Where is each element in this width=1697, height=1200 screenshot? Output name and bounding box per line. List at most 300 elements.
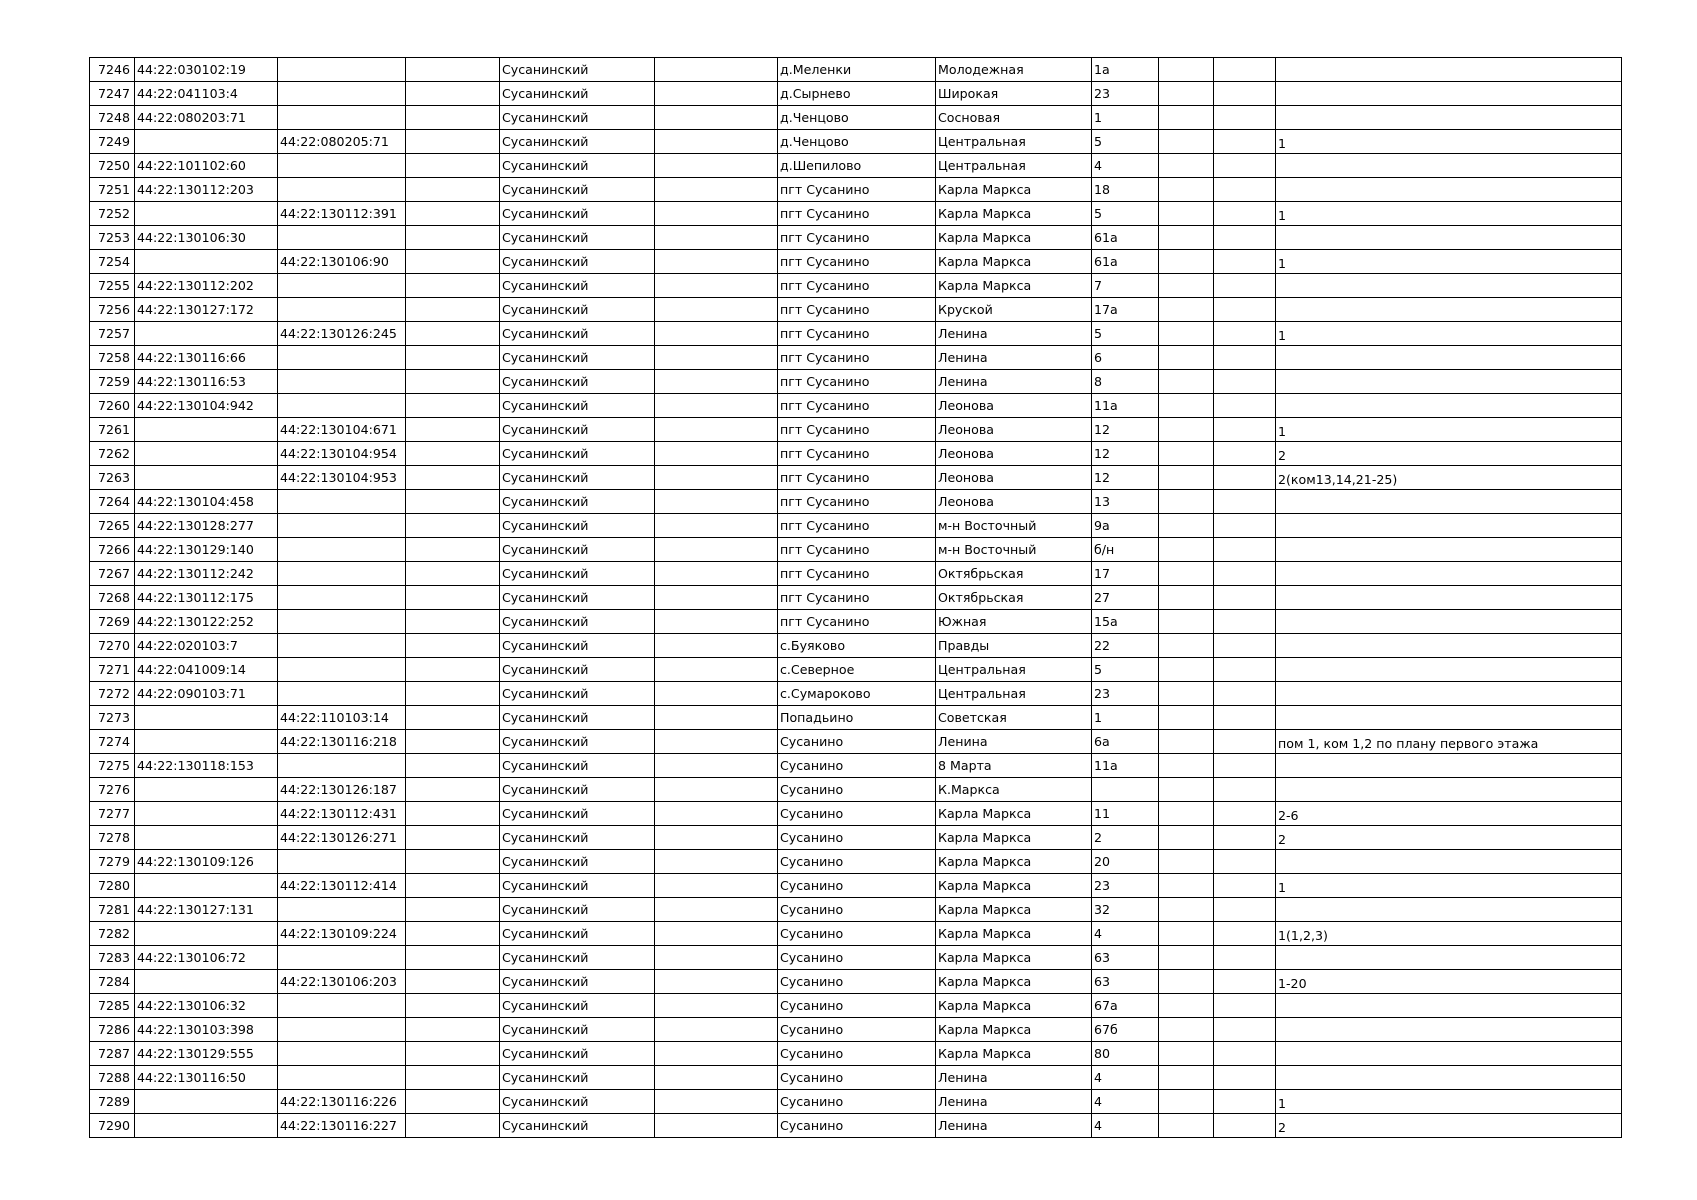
- district-cell: Сусанинский: [500, 946, 655, 970]
- house-number-cell: 32: [1092, 898, 1159, 922]
- table-row: [90, 82, 1622, 106]
- table-row: [90, 1066, 1622, 1090]
- settlement-cell: Сусанино: [778, 730, 936, 754]
- premises-note-cell: [1276, 682, 1622, 706]
- empty-cell: [1214, 754, 1276, 778]
- premises-note-cell: [1276, 778, 1622, 802]
- table-row: [90, 466, 1622, 490]
- table-row: [90, 178, 1622, 202]
- premises-cadastral-number-cell: [278, 1042, 406, 1066]
- premises-cadastral-number-cell: [278, 370, 406, 394]
- table-row: [90, 946, 1622, 970]
- district-cell: Сусанинский: [500, 682, 655, 706]
- empty-cell: [1159, 322, 1214, 346]
- empty-cell: [406, 658, 500, 682]
- table-row: [90, 682, 1622, 706]
- house-number-cell: 4: [1092, 922, 1159, 946]
- cadastral-number-cell: [135, 778, 278, 802]
- cadastral-number-cell: [135, 1090, 278, 1114]
- empty-cell: [406, 994, 500, 1018]
- empty-cell: [1159, 538, 1214, 562]
- settlement-cell: Сусанино: [778, 970, 936, 994]
- row-number-cell: 7250: [90, 154, 135, 178]
- empty-cell: [655, 802, 778, 826]
- cadastral-number-cell: 44:22:130106:72: [135, 946, 278, 970]
- empty-cell: [1159, 82, 1214, 106]
- empty-cell: [1214, 346, 1276, 370]
- table-row: [90, 490, 1622, 514]
- empty-cell: [406, 394, 500, 418]
- empty-cell: [1159, 394, 1214, 418]
- settlement-cell: Сусанино: [778, 802, 936, 826]
- settlement-cell: Сусанино: [778, 874, 936, 898]
- empty-cell: [655, 586, 778, 610]
- premises-cadastral-number-cell: 44:22:130112:431: [278, 802, 406, 826]
- table-row: [90, 1090, 1622, 1114]
- empty-cell: [655, 1090, 778, 1114]
- empty-cell: [406, 586, 500, 610]
- street-cell: Карла Маркса: [936, 274, 1092, 298]
- premises-note-cell: 1: [1276, 418, 1622, 442]
- premises-note-cell: [1276, 58, 1622, 82]
- premises-cadastral-number-cell: 44:22:130116:226: [278, 1090, 406, 1114]
- premises-note-cell: [1276, 610, 1622, 634]
- empty-cell: [655, 946, 778, 970]
- empty-cell: [406, 1042, 500, 1066]
- district-cell: Сусанинский: [500, 562, 655, 586]
- table-row: [90, 1042, 1622, 1066]
- premises-note-cell: 2: [1276, 442, 1622, 466]
- empty-cell: [1214, 130, 1276, 154]
- premises-note-cell: [1276, 394, 1622, 418]
- empty-cell: [1159, 730, 1214, 754]
- empty-cell: [1159, 370, 1214, 394]
- empty-cell: [406, 778, 500, 802]
- table-row: [90, 274, 1622, 298]
- cadastral-number-cell: [135, 706, 278, 730]
- empty-cell: [1214, 514, 1276, 538]
- table-row: [90, 514, 1622, 538]
- empty-cell: [655, 442, 778, 466]
- district-cell: Сусанинский: [500, 346, 655, 370]
- settlement-cell: пгт Сусанино: [778, 298, 936, 322]
- house-number-cell: 1: [1092, 106, 1159, 130]
- premises-cadastral-number-cell: 44:22:130109:224: [278, 922, 406, 946]
- house-number-cell: 17а: [1092, 298, 1159, 322]
- row-number-cell: 7289: [90, 1090, 135, 1114]
- cadastral-number-cell: [135, 826, 278, 850]
- district-cell: Сусанинский: [500, 850, 655, 874]
- empty-cell: [406, 826, 500, 850]
- row-number-cell: 7278: [90, 826, 135, 850]
- premises-note-cell: [1276, 106, 1622, 130]
- empty-cell: [1159, 682, 1214, 706]
- empty-cell: [655, 682, 778, 706]
- premises-note-cell: пом 1, ком 1,2 по плану первого этажа: [1276, 730, 1622, 754]
- empty-cell: [655, 994, 778, 1018]
- cadastral-number-cell: [135, 970, 278, 994]
- table-row: [90, 58, 1622, 82]
- empty-cell: [1214, 778, 1276, 802]
- settlement-cell: пгт Сусанино: [778, 226, 936, 250]
- premises-note-cell: [1276, 1042, 1622, 1066]
- premises-cadastral-number-cell: 44:22:110103:14: [278, 706, 406, 730]
- empty-cell: [1159, 922, 1214, 946]
- empty-cell: [406, 274, 500, 298]
- house-number-cell: 61а: [1092, 250, 1159, 274]
- house-number-cell: 23: [1092, 82, 1159, 106]
- district-cell: Сусанинский: [500, 250, 655, 274]
- empty-cell: [655, 850, 778, 874]
- premises-note-cell: 1: [1276, 1090, 1622, 1114]
- street-cell: Советская: [936, 706, 1092, 730]
- cadastral-number-cell: 44:22:130109:126: [135, 850, 278, 874]
- empty-cell: [406, 442, 500, 466]
- row-number-cell: 7275: [90, 754, 135, 778]
- premises-cadastral-number-cell: [278, 634, 406, 658]
- empty-cell: [1159, 274, 1214, 298]
- premises-note-cell: [1276, 226, 1622, 250]
- cadastral-number-cell: [135, 922, 278, 946]
- settlement-cell: Сусанино: [778, 850, 936, 874]
- street-cell: Октябрьская: [936, 586, 1092, 610]
- house-number-cell: 20: [1092, 850, 1159, 874]
- table-row: [90, 394, 1622, 418]
- row-number-cell: 7274: [90, 730, 135, 754]
- district-cell: Сусанинский: [500, 802, 655, 826]
- premises-note-cell: [1276, 538, 1622, 562]
- row-number-cell: 7263: [90, 466, 135, 490]
- empty-cell: [406, 970, 500, 994]
- empty-cell: [1159, 778, 1214, 802]
- row-number-cell: 7251: [90, 178, 135, 202]
- table-row: [90, 634, 1622, 658]
- district-cell: Сусанинский: [500, 370, 655, 394]
- empty-cell: [1214, 562, 1276, 586]
- empty-cell: [1159, 1042, 1214, 1066]
- cadastral-number-cell: 44:22:130116:53: [135, 370, 278, 394]
- street-cell: Ленина: [936, 370, 1092, 394]
- premises-cadastral-number-cell: [278, 298, 406, 322]
- street-cell: Центральная: [936, 682, 1092, 706]
- settlement-cell: пгт Сусанино: [778, 562, 936, 586]
- district-cell: Сусанинский: [500, 970, 655, 994]
- row-number-cell: 7264: [90, 490, 135, 514]
- premises-note-cell: 1: [1276, 202, 1622, 226]
- row-number-cell: 7281: [90, 898, 135, 922]
- district-cell: Сусанинский: [500, 658, 655, 682]
- house-number-cell: б/н: [1092, 538, 1159, 562]
- empty-cell: [406, 1018, 500, 1042]
- district-cell: Сусанинский: [500, 874, 655, 898]
- district-cell: Сусанинский: [500, 1018, 655, 1042]
- premises-note-cell: [1276, 634, 1622, 658]
- premises-cadastral-number-cell: 44:22:130106:203: [278, 970, 406, 994]
- table-row: [90, 322, 1622, 346]
- district-cell: Сусанинский: [500, 1066, 655, 1090]
- premises-note-cell: 2: [1276, 826, 1622, 850]
- settlement-cell: пгт Сусанино: [778, 514, 936, 538]
- cadastral-number-cell: 44:22:130127:172: [135, 298, 278, 322]
- empty-cell: [655, 394, 778, 418]
- premises-note-cell: [1276, 562, 1622, 586]
- settlement-cell: Сусанино: [778, 946, 936, 970]
- premises-note-cell: 1: [1276, 322, 1622, 346]
- empty-cell: [1159, 490, 1214, 514]
- street-cell: Леонова: [936, 466, 1092, 490]
- cadastral-number-cell: 44:22:130112:242: [135, 562, 278, 586]
- premises-note-cell: [1276, 1018, 1622, 1042]
- district-cell: Сусанинский: [500, 778, 655, 802]
- table-row: [90, 826, 1622, 850]
- street-cell: Карла Маркса: [936, 826, 1092, 850]
- premises-cadastral-number-cell: [278, 106, 406, 130]
- street-cell: Сосновая: [936, 106, 1092, 130]
- street-cell: Карла Маркса: [936, 202, 1092, 226]
- settlement-cell: пгт Сусанино: [778, 322, 936, 346]
- row-number-cell: 7269: [90, 610, 135, 634]
- district-cell: Сусанинский: [500, 322, 655, 346]
- empty-cell: [655, 898, 778, 922]
- premises-cadastral-number-cell: [278, 490, 406, 514]
- empty-cell: [1214, 274, 1276, 298]
- empty-cell: [1214, 418, 1276, 442]
- empty-cell: [1159, 106, 1214, 130]
- premises-cadastral-number-cell: [278, 274, 406, 298]
- empty-cell: [406, 202, 500, 226]
- street-cell: Леонова: [936, 490, 1092, 514]
- empty-cell: [1159, 298, 1214, 322]
- settlement-cell: пгт Сусанино: [778, 202, 936, 226]
- row-number-cell: 7290: [90, 1114, 135, 1138]
- empty-cell: [1214, 1018, 1276, 1042]
- empty-cell: [1214, 106, 1276, 130]
- district-cell: Сусанинский: [500, 154, 655, 178]
- premises-note-cell: 2-6: [1276, 802, 1622, 826]
- cadastral-number-cell: 44:22:130112:203: [135, 178, 278, 202]
- empty-cell: [655, 226, 778, 250]
- row-number-cell: 7286: [90, 1018, 135, 1042]
- house-number-cell: 61а: [1092, 226, 1159, 250]
- street-cell: Карла Маркса: [936, 178, 1092, 202]
- table-body: [90, 58, 1622, 1138]
- empty-cell: [1214, 322, 1276, 346]
- table-row: [90, 970, 1622, 994]
- settlement-cell: Сусанино: [778, 1042, 936, 1066]
- house-number-cell: 4: [1092, 1066, 1159, 1090]
- house-number-cell: 2: [1092, 826, 1159, 850]
- empty-cell: [1214, 370, 1276, 394]
- empty-cell: [1159, 442, 1214, 466]
- street-cell: Молодежная: [936, 58, 1092, 82]
- empty-cell: [1214, 226, 1276, 250]
- premises-cadastral-number-cell: [278, 226, 406, 250]
- empty-cell: [406, 298, 500, 322]
- house-number-cell: 4: [1092, 1090, 1159, 1114]
- district-cell: Сусанинский: [500, 898, 655, 922]
- row-number-cell: 7277: [90, 802, 135, 826]
- row-number-cell: 7252: [90, 202, 135, 226]
- house-number-cell: 6: [1092, 346, 1159, 370]
- empty-cell: [1159, 610, 1214, 634]
- empty-cell: [406, 802, 500, 826]
- premises-cadastral-number-cell: [278, 586, 406, 610]
- street-cell: Карла Маркса: [936, 994, 1092, 1018]
- cadastral-number-cell: 44:22:130106:30: [135, 226, 278, 250]
- street-cell: Октябрьская: [936, 562, 1092, 586]
- empty-cell: [655, 274, 778, 298]
- empty-cell: [406, 706, 500, 730]
- empty-cell: [1159, 898, 1214, 922]
- premises-note-cell: [1276, 370, 1622, 394]
- empty-cell: [655, 490, 778, 514]
- premises-cadastral-number-cell: 44:22:130104:953: [278, 466, 406, 490]
- empty-cell: [1214, 1090, 1276, 1114]
- settlement-cell: пгт Сусанино: [778, 466, 936, 490]
- house-number-cell: 1а: [1092, 58, 1159, 82]
- empty-cell: [406, 754, 500, 778]
- empty-cell: [1214, 610, 1276, 634]
- premises-cadastral-number-cell: [278, 58, 406, 82]
- empty-cell: [406, 1066, 500, 1090]
- empty-cell: [655, 202, 778, 226]
- table-row: [90, 730, 1622, 754]
- row-number-cell: 7287: [90, 1042, 135, 1066]
- empty-cell: [655, 1114, 778, 1138]
- empty-cell: [406, 466, 500, 490]
- house-number-cell: 9а: [1092, 514, 1159, 538]
- house-number-cell: [1092, 778, 1159, 802]
- cadastral-number-cell: 44:22:130116:66: [135, 346, 278, 370]
- premises-cadastral-number-cell: [278, 682, 406, 706]
- cadastral-number-cell: 44:22:130122:252: [135, 610, 278, 634]
- house-number-cell: 17: [1092, 562, 1159, 586]
- empty-cell: [655, 754, 778, 778]
- premises-note-cell: 1: [1276, 130, 1622, 154]
- settlement-cell: пгт Сусанино: [778, 394, 936, 418]
- cadastral-number-cell: [135, 418, 278, 442]
- street-cell: Леонова: [936, 418, 1092, 442]
- empty-cell: [406, 538, 500, 562]
- cadastral-number-cell: [135, 1114, 278, 1138]
- cadastral-number-cell: 44:22:130127:131: [135, 898, 278, 922]
- house-number-cell: 1: [1092, 706, 1159, 730]
- settlement-cell: пгт Сусанино: [778, 346, 936, 370]
- house-number-cell: 12: [1092, 418, 1159, 442]
- premises-note-cell: 2(ком13,14,21-25): [1276, 466, 1622, 490]
- district-cell: Сусанинский: [500, 610, 655, 634]
- street-cell: Карла Маркса: [936, 802, 1092, 826]
- premises-note-cell: [1276, 946, 1622, 970]
- empty-cell: [406, 730, 500, 754]
- district-cell: Сусанинский: [500, 634, 655, 658]
- cadastral-number-cell: [135, 250, 278, 274]
- cadastral-number-cell: 44:22:101102:60: [135, 154, 278, 178]
- empty-cell: [406, 682, 500, 706]
- empty-cell: [1159, 1066, 1214, 1090]
- district-cell: Сусанинский: [500, 538, 655, 562]
- row-number-cell: 7270: [90, 634, 135, 658]
- row-number-cell: 7273: [90, 706, 135, 730]
- street-cell: Широкая: [936, 82, 1092, 106]
- district-cell: Сусанинский: [500, 298, 655, 322]
- empty-cell: [406, 250, 500, 274]
- premises-cadastral-number-cell: 44:22:130104:954: [278, 442, 406, 466]
- cadastral-number-cell: [135, 130, 278, 154]
- cadastral-number-cell: 44:22:030102:19: [135, 58, 278, 82]
- district-cell: Сусанинский: [500, 1114, 655, 1138]
- empty-cell: [655, 1066, 778, 1090]
- empty-cell: [1159, 514, 1214, 538]
- street-cell: Центральная: [936, 130, 1092, 154]
- settlement-cell: Сусанино: [778, 1090, 936, 1114]
- empty-cell: [655, 874, 778, 898]
- empty-cell: [406, 346, 500, 370]
- street-cell: Ленина: [936, 1066, 1092, 1090]
- cadastral-number-cell: 44:22:130129:140: [135, 538, 278, 562]
- street-cell: Центральная: [936, 154, 1092, 178]
- settlement-cell: пгт Сусанино: [778, 418, 936, 442]
- empty-cell: [1214, 922, 1276, 946]
- empty-cell: [1159, 826, 1214, 850]
- empty-cell: [655, 730, 778, 754]
- empty-cell: [406, 922, 500, 946]
- premises-note-cell: [1276, 82, 1622, 106]
- empty-cell: [406, 418, 500, 442]
- empty-cell: [406, 874, 500, 898]
- premises-cadastral-number-cell: 44:22:130126:187: [278, 778, 406, 802]
- empty-cell: [406, 634, 500, 658]
- settlement-cell: пгт Сусанино: [778, 538, 936, 562]
- empty-cell: [1159, 418, 1214, 442]
- table-row: [90, 130, 1622, 154]
- house-number-cell: 12: [1092, 466, 1159, 490]
- street-cell: Правды: [936, 634, 1092, 658]
- settlement-cell: Сусанино: [778, 778, 936, 802]
- street-cell: м-н Восточный: [936, 538, 1092, 562]
- empty-cell: [655, 922, 778, 946]
- table-row: [90, 442, 1622, 466]
- street-cell: Карла Маркса: [936, 874, 1092, 898]
- settlement-cell: д.Ченцово: [778, 130, 936, 154]
- empty-cell: [1214, 682, 1276, 706]
- empty-cell: [1159, 466, 1214, 490]
- premises-note-cell: [1276, 178, 1622, 202]
- premises-note-cell: 1(1,2,3): [1276, 922, 1622, 946]
- table-row: [90, 754, 1622, 778]
- cadastral-number-cell: 44:22:130112:202: [135, 274, 278, 298]
- district-cell: Сусанинский: [500, 922, 655, 946]
- settlement-cell: д.Меленки: [778, 58, 936, 82]
- street-cell: Ленина: [936, 322, 1092, 346]
- settlement-cell: д.Сырнево: [778, 82, 936, 106]
- district-cell: Сусанинский: [500, 994, 655, 1018]
- empty-cell: [655, 250, 778, 274]
- cadastral-number-cell: 44:22:130129:555: [135, 1042, 278, 1066]
- street-cell: К.Маркса: [936, 778, 1092, 802]
- empty-cell: [1214, 634, 1276, 658]
- empty-cell: [655, 1018, 778, 1042]
- empty-cell: [406, 610, 500, 634]
- row-number-cell: 7254: [90, 250, 135, 274]
- premises-cadastral-number-cell: [278, 610, 406, 634]
- empty-cell: [1214, 994, 1276, 1018]
- settlement-cell: с.Буяково: [778, 634, 936, 658]
- empty-cell: [1159, 346, 1214, 370]
- premises-cadastral-number-cell: [278, 514, 406, 538]
- settlement-cell: Сусанино: [778, 1114, 936, 1138]
- empty-cell: [1214, 298, 1276, 322]
